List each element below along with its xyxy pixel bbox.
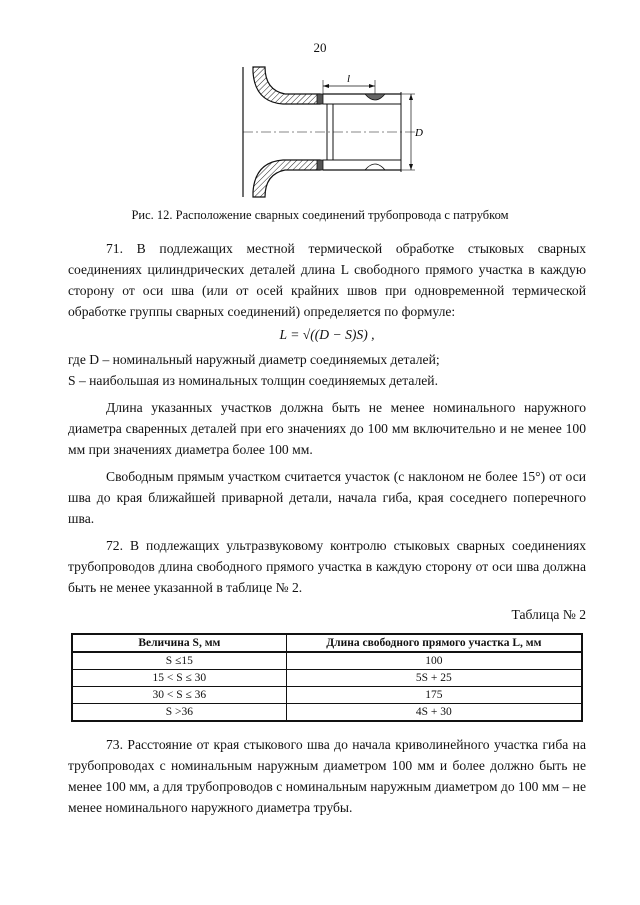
table-row (72, 652, 582, 670)
dimension-l-label: l (347, 73, 351, 85)
table-header: Длина свободного прямого участка L, мм (286, 634, 582, 652)
table-header: Величина S, мм (72, 634, 286, 652)
dimension-d-label: D (415, 127, 423, 139)
table-cell: S >36 (72, 704, 286, 722)
table-cell: 15 < S ≤ 30 (72, 670, 286, 687)
table-row (72, 704, 582, 722)
where-d: где D – номинальный наружный диаметр соединяемых деталей; (68, 352, 440, 367)
paragraph-73: 73. Расстояние от края стыкового шва до начала криволинейного участка гиба на трубопроводах с номинальным наружным диаметром 100 мм и более должно быть не менее 100 мм, а для трубопроводов с номинальным наружным диаметром до 100 мм – не менее номинального наружного диаметра трубы. (68, 737, 586, 815)
paragraph-72: 72. В подлежащих ультразвуковому контролю стыковых сварных соединениях трубопроводов длина свободного прямого участка в каждую сторону от оси шва должна быть не менее указанной в таблице № 2. (68, 538, 586, 595)
page-number: 20 (313, 40, 327, 55)
pipe-nozzle-weld-figure (225, 62, 435, 202)
table-row (72, 670, 582, 687)
formula: L = √((D − S)S) , (279, 327, 375, 342)
table-row (72, 687, 582, 704)
table-cell: 100 (286, 652, 582, 670)
table-cell: 30 < S ≤ 36 (72, 687, 286, 704)
table-cell: 5S + 25 (286, 670, 582, 687)
paragraph-length: Длина указанных участков должна быть не менее номинального наружного диаметра сваренных деталей при его значениях до 100 мм включительно и не менее 100 мм при значениях диаметра более 100 мм. (68, 400, 586, 457)
table-cell: 175 (286, 687, 582, 704)
pipe-drawing (225, 62, 435, 202)
main-text (68, 238, 586, 818)
table-cell: S ≤15 (72, 652, 286, 670)
table-cell: 4S + 30 (286, 704, 582, 722)
where-s: S – наибольшая из номинальных толщин соединяемых деталей. (68, 373, 438, 388)
table-2 (71, 633, 583, 722)
table-caption: Таблица № 2 (511, 607, 586, 622)
paragraph-free-section: Свободным прямым участком считается участок (с наклоном не более 15°) от оси шва до края ближайшей приварной детали, начала гиба, края соседнего поперечного шва. (68, 469, 586, 526)
figure-caption: Рис. 12. Расположение сварных соединений трубопровода с патрубком (131, 208, 509, 222)
paragraph-71: 71. В подлежащих местной термической обработке стыковых сварных соединениях цилиндрических деталей длина L свободного прямого участка в каждую сторону от оси шва (или от осей крайних швов при одновременной термической обработке группы сварных соединений) определяется по формуле: (68, 241, 586, 319)
